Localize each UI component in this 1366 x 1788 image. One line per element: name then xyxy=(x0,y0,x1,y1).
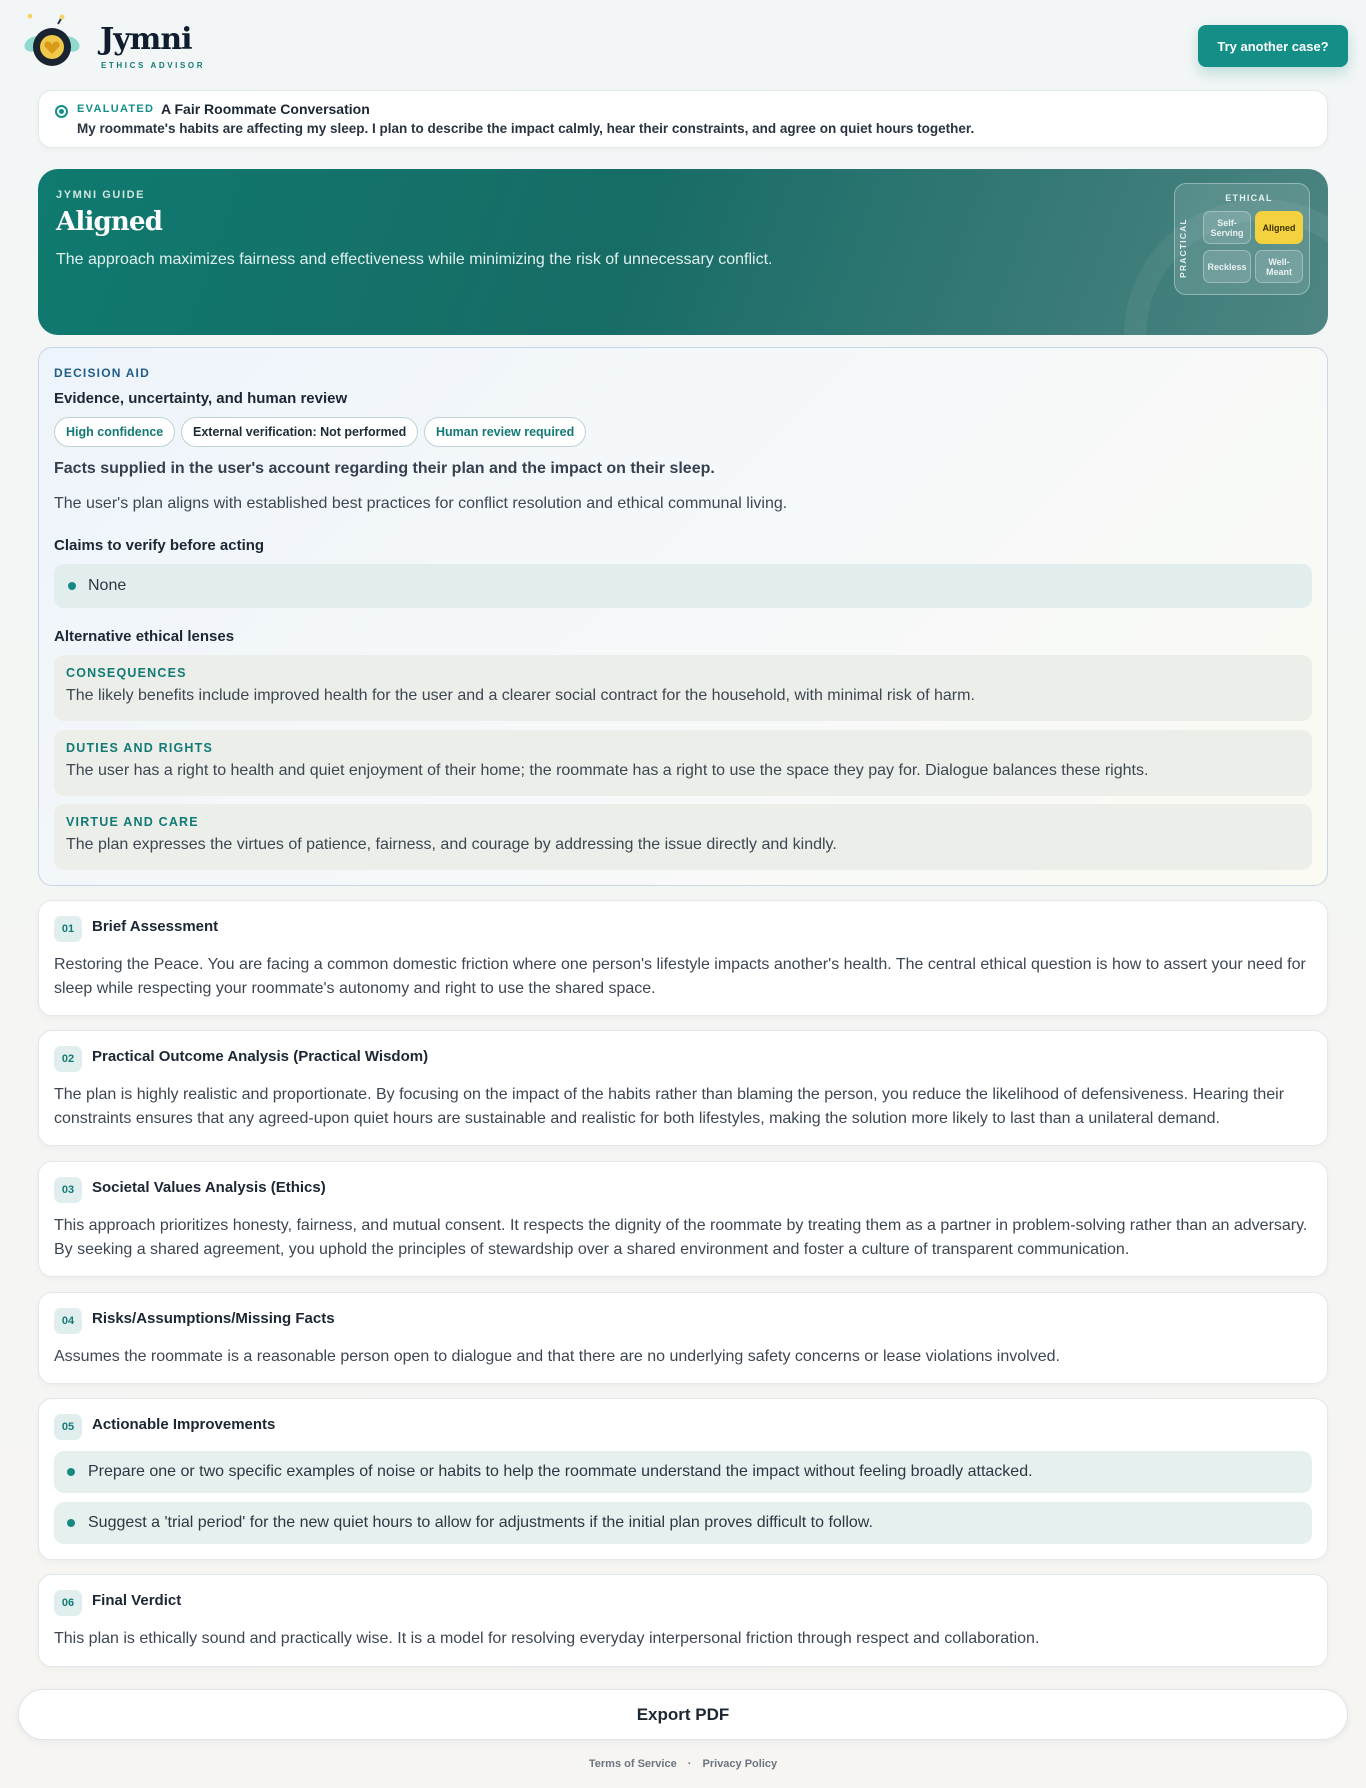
section-practical-outcome xyxy=(38,1030,1328,1146)
section-body: This approach prioritizes honesty, fairness, and mutual consent. It respects the dignity of the roommate by treating them as a partner in problem-solving rather than an adversary. By seeking a shared agreement, you uphold the principles of stewardship over a shared environment and foster a culture of transparent communication. xyxy=(54,1217,1308,1258)
section-body: The plan is highly realistic and proportionate. By focusing on the impact of the habits rather than blaming the person, you reduce the likelihood of defensiveness. Hearing their constraints ensures that any agreed-upon quiet hours are sustainable and realistic for both lifestyles, making the solution more likely to last than a unilateral demand. xyxy=(54,1086,1285,1127)
decision-aid-panel xyxy=(38,347,1328,886)
brand-subtitle: ETHICS ADVISOR xyxy=(101,61,206,70)
section-title: Practical Outcome Analysis (Practical Wisdom) xyxy=(92,1048,429,1065)
section-number: 02 xyxy=(54,1046,82,1072)
matrix-cell-self-serving: Self-Serving xyxy=(1203,211,1251,244)
case-title: A Fair Roommate Conversation xyxy=(161,101,370,117)
section-risks xyxy=(38,1292,1328,1384)
section-title: Actionable Improvements xyxy=(92,1416,276,1433)
section-societal-values xyxy=(38,1161,1328,1277)
guide-verdict-panel xyxy=(38,169,1328,335)
try-another-case-button[interactable]: Try another case? xyxy=(1198,25,1348,67)
section-body: Restoring the Peace. You are facing a common domestic friction where one person's lifestyle impacts another's health. The central ethical question is how to assert your need for sleep while respecting your roommate's autonomy and right to use the shared space. xyxy=(54,956,1306,997)
lens-virtue-care xyxy=(54,804,1312,870)
guide-kicker: JYMNI GUIDE xyxy=(56,189,146,201)
section-title: Brief Assessment xyxy=(92,918,219,935)
section-brief-assessment xyxy=(38,900,1328,1016)
verdict-title: Aligned xyxy=(56,207,163,237)
section-title: Risks/Assumptions/Missing Facts xyxy=(92,1310,335,1327)
terms-of-service-link[interactable]: Terms of Service xyxy=(588,1758,677,1770)
matrix-axis-practical: PRACTICAL xyxy=(1178,218,1188,278)
human-review-badge: Human review required xyxy=(424,417,586,447)
claims-heading: Claims to verify before acting xyxy=(54,537,265,554)
footer xyxy=(0,1758,1366,1770)
privacy-policy-link[interactable]: Privacy Policy xyxy=(702,1758,778,1770)
app-header xyxy=(0,0,1366,88)
section-number: 04 xyxy=(54,1308,82,1334)
facts-paragraph: The user's plan aligns with established best practices for conflict resolution and ethical communal living. xyxy=(54,495,788,512)
lens-duties-rights xyxy=(54,730,1312,796)
evaluated-tag: EVALUATED xyxy=(77,103,155,115)
section-actionable-improvements xyxy=(38,1398,1328,1560)
section-title: Final Verdict xyxy=(92,1592,182,1609)
lenses-heading: Alternative ethical lenses xyxy=(54,628,235,645)
lens-key: CONSEQUENCES xyxy=(66,666,187,680)
evaluated-status-icon xyxy=(55,105,68,118)
section-body: Assumes the roommate is a reasonable person open to dialogue and that there are no underlying safety concerns or lease violations involved. xyxy=(54,1348,1060,1365)
decision-aid-title: Evidence, uncertainty, and human review xyxy=(54,390,348,407)
lens-key: DUTIES AND RIGHTS xyxy=(66,741,214,755)
export-pdf-button[interactable]: Export PDF xyxy=(18,1689,1348,1740)
matrix-cell-well-meant: Well-Meant xyxy=(1255,250,1303,283)
lens-text: The plan expresses the virtues of patience, fairness, and courage by addressing the issue directly and kindly. xyxy=(66,836,837,853)
brand-name: Jymni xyxy=(100,22,192,57)
evaluated-case-card xyxy=(38,90,1328,148)
matrix-cell-aligned: Aligned xyxy=(1255,211,1303,244)
lens-consequences xyxy=(54,655,1312,721)
section-number: 06 xyxy=(54,1590,82,1616)
section-final-verdict xyxy=(38,1574,1328,1667)
jymni-logo-icon[interactable] xyxy=(22,14,82,74)
matrix-cell-reckless: Reckless xyxy=(1203,250,1251,283)
lens-text: The likely benefits include improved health for the user and a clearer social contract for the household, with minimal risk of harm. xyxy=(66,687,975,704)
verification-badge: External verification: Not performed xyxy=(181,417,418,447)
claim-item: None xyxy=(54,564,1312,608)
decision-aid-kicker: DECISION AID xyxy=(54,366,150,380)
improvement-item: Prepare one or two specific examples of noise or habits to help the roommate understand the impact without feeling broadly attacked. xyxy=(54,1451,1312,1493)
improvement-item: Suggest a 'trial period' for the new quiet hours to allow for adjustments if the initial plan proves difficult to follow. xyxy=(54,1502,1312,1544)
section-number: 05 xyxy=(54,1414,82,1440)
verdict-summary: The approach maximizes fairness and effectiveness while minimizing the risk of unnecessary conflict. xyxy=(56,251,773,268)
section-title: Societal Values Analysis (Ethics) xyxy=(92,1179,326,1196)
section-number: 01 xyxy=(54,916,82,942)
footer-separator: · xyxy=(687,1758,692,1770)
case-description: My roommate's habits are affecting my sleep. I plan to describe the impact calmly, hear their constraints, and agree on quiet hours together. xyxy=(77,121,975,136)
confidence-badge: High confidence xyxy=(54,417,175,447)
section-number: 03 xyxy=(54,1177,82,1203)
lens-text: The user has a right to health and quiet enjoyment of their home; the roommate has a right to use the space they pay for. Dialogue balances these rights. xyxy=(66,762,1149,779)
ethics-matrix xyxy=(1174,183,1310,295)
lens-key: VIRTUE AND CARE xyxy=(66,815,199,829)
matrix-axis-ethical: ETHICAL xyxy=(1225,193,1273,203)
section-body: This plan is ethically sound and practically wise. It is a model for resolving everyday interpersonal friction through respect and collaboration. xyxy=(54,1630,1040,1647)
facts-statement: Facts supplied in the user's account regarding their plan and the impact on their sleep. xyxy=(54,460,715,477)
